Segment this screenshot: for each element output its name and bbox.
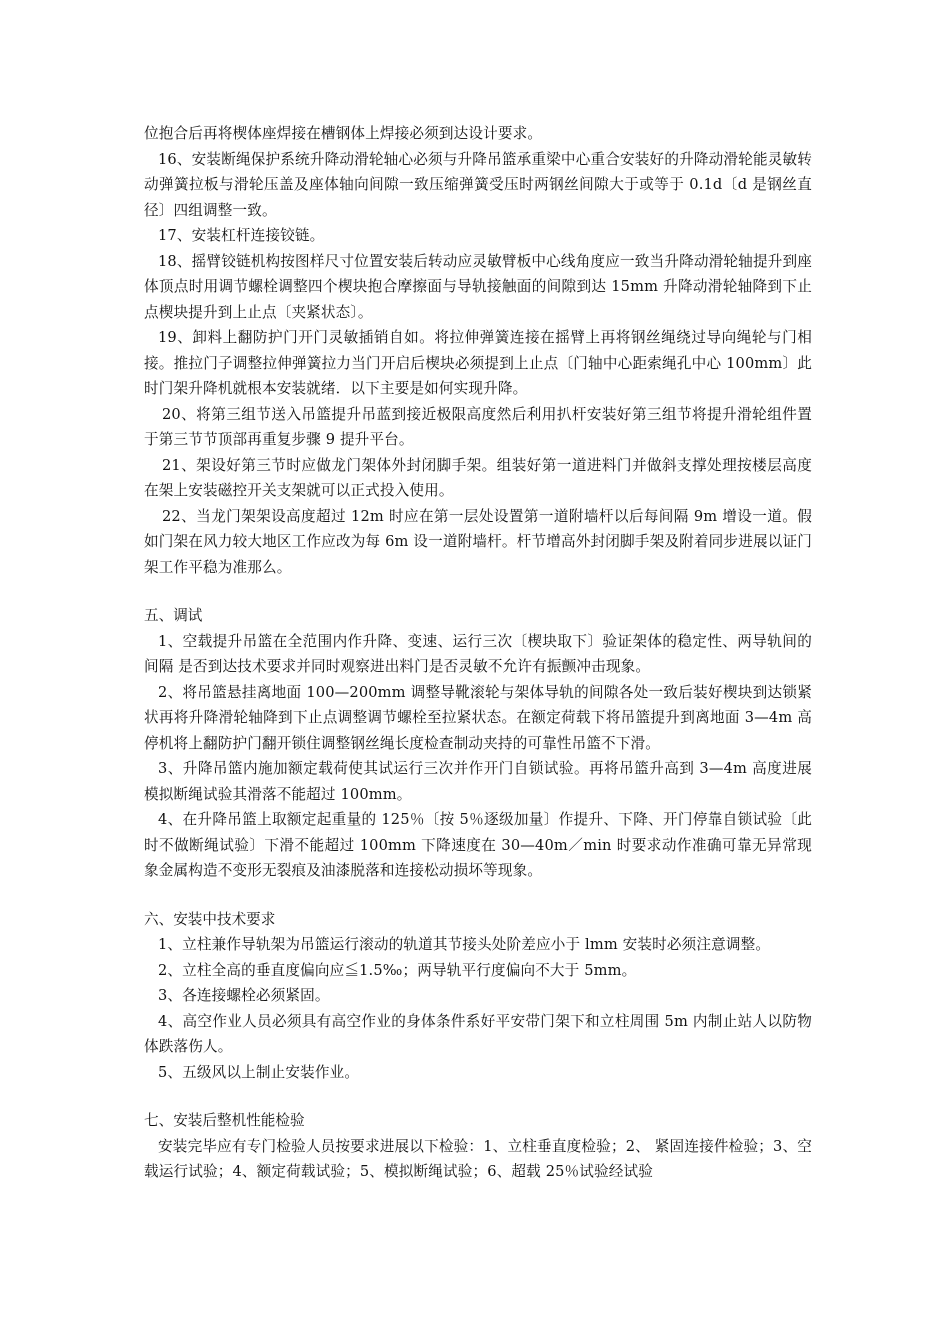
requirement-item-5: 5、五级风以上制止安装作业。 xyxy=(158,1063,360,1081)
requirement-item-4: 4、高空作业人员必须具有高空作业的身体条件系好平安带门架下和立柱周围 5m 内制止站人以防物体跌落伤人。 xyxy=(144,1012,812,1055)
debug-item-4: 4、在升降吊篮上取额定起重量的 125％〔按 5％逐级加量〕作提升、下降、开门停靠自锁试验〔此时不做断绳试验〕下滑不能超过 100mm 下降速度在 30—40m／min 时要求动作准确可靠无异常现象金属构造不变形无裂痕及油漆脱落和连接松动损坏等现象。 xyxy=(144,811,812,879)
section-heading-technical-requirements: 六、安装中技术要求 xyxy=(144,910,276,928)
requirement-item-2: 2、立柱全高的垂直度偏向应≦1.5‰；两导轨平行度偏向不大于 5mm。 xyxy=(158,961,637,979)
debug-item-3: 3、升降吊篮内施加额定载荷使其试运行三次并作开门自锁试验。再将吊篮升高到 3—4m 高度进展模拟断绳试验其滑落不能超过 100mm。 xyxy=(144,760,812,803)
debug-item-2: 2、将吊篮悬挂离地面 100—200mm 调整导靴滚轮与架体导轨的间隙各处一致后装好楔块到达锁紧状再将升降滑轮轴降到下止点调整调节螺栓至拉紧状态。在额定荷载下将吊篮提升到离地面 3—4m 高停机将上翻防护门翻开锁住调整钢丝绳长度检查制动夹持的可靠性吊篮不下滑。 xyxy=(144,683,812,752)
paragraph-item-18: 18、摇臂铰链机构按图样尺寸位置安装后转动应灵敏臂板中心线角度应一致当升降动滑轮轴提升到座体顶点时用调节螺栓调整四个楔块抱合摩擦面与导轨接触面的间隙到达 15mm 升降动滑轮轴降到下止点楔块提升到上止点〔夹紧状态〕。 xyxy=(144,252,812,321)
requirement-item-1: 1、立柱兼作导轨架为吊篮运行滚动的轨道其节接头处阶差应小于 lmm 安装时必须注意调整。 xyxy=(158,936,771,953)
paragraph-item-16: 16、安装断绳保护系统升降动滑轮轴心必须与升降吊篮承重梁中心重合安装好的升降动滑轮能灵敏转动弹簧拉板与滑轮压盖及座体轴向间隙一致压缩弹簧受压时两钢丝间隙大于或等于 0.1d〔d 是钢丝直径〕四组调整一致。 xyxy=(144,150,812,219)
paragraph-item-22: 22、当龙门架架设高度超过 12m 时应在第一层处设置第一道附墙杆以后每间隔 9m 增设一道。假如门架在风力较大地区工作应改为每 6m 设一道附墙杆。杆节增高外封闭脚手架及附着同步进展以证门架工作平稳为准那么。 xyxy=(144,507,812,576)
section-gap xyxy=(144,580,812,603)
paragraph-item-19: 19、卸料上翻防护门开门灵敏插销自如。将拉伸弹簧连接在摇臂上再将钢丝绳绕过导向绳轮与门相接。推拉门子调整拉伸弹簧拉力当门开启后楔块必须提到上止点〔门轴中心距索绳孔中心 100mm〕此时门架升降机就根本安装就绪．以下主要是如何实现升降。 xyxy=(144,329,812,397)
paragraph-item-21: 21、架设好第三节时应做龙门架体外封闭脚手架。组装好第一道进料门并做斜支撑处理按楼层高度在架上安装磁控开关支架就可以正式投入使用。 xyxy=(144,456,812,499)
section-heading-debugging: 五、调试 xyxy=(144,607,203,624)
section-heading-performance-inspection: 七、安装后整机性能检验 xyxy=(144,1112,305,1129)
paragraph-continued: 位抱合后再将楔体座焊接在槽钢体上焊接必须到达设计要求。 xyxy=(144,125,543,142)
paragraph-item-20: 20、将第三组节送入吊篮提升吊蓝到接近极限高度然后利用扒杆安装好第三组节将提升滑轮组件置于第三节节顶部再重复步骤 9 提升平台。 xyxy=(144,405,812,448)
requirement-item-3: 3、各连接螺栓必须紧固。 xyxy=(158,987,330,1004)
section-gap xyxy=(144,884,812,907)
section-gap xyxy=(144,1085,812,1108)
paragraph-item-17: 17、安装杠杆连接铰链。 xyxy=(158,227,325,244)
document-page xyxy=(144,121,812,1185)
debug-item-1: 1、空载提升吊篮在全范围内作升降、变速、运行三次〔楔块取下〕验证架体的稳定性、两导轨间的间隔 是否到达技术要求并同时观察进出料门是否灵敏不允许有振颤冲击现象。 xyxy=(144,632,812,675)
inspection-paragraph: 安装完毕应有专门检验人员按要求进展以下检验：1、立柱垂直度检验；2、 紧固连接件检验；3、空载运行试验；4、额定荷载试验；5、模拟断绳试验；6、超载 25％试验经试验 xyxy=(144,1137,812,1180)
